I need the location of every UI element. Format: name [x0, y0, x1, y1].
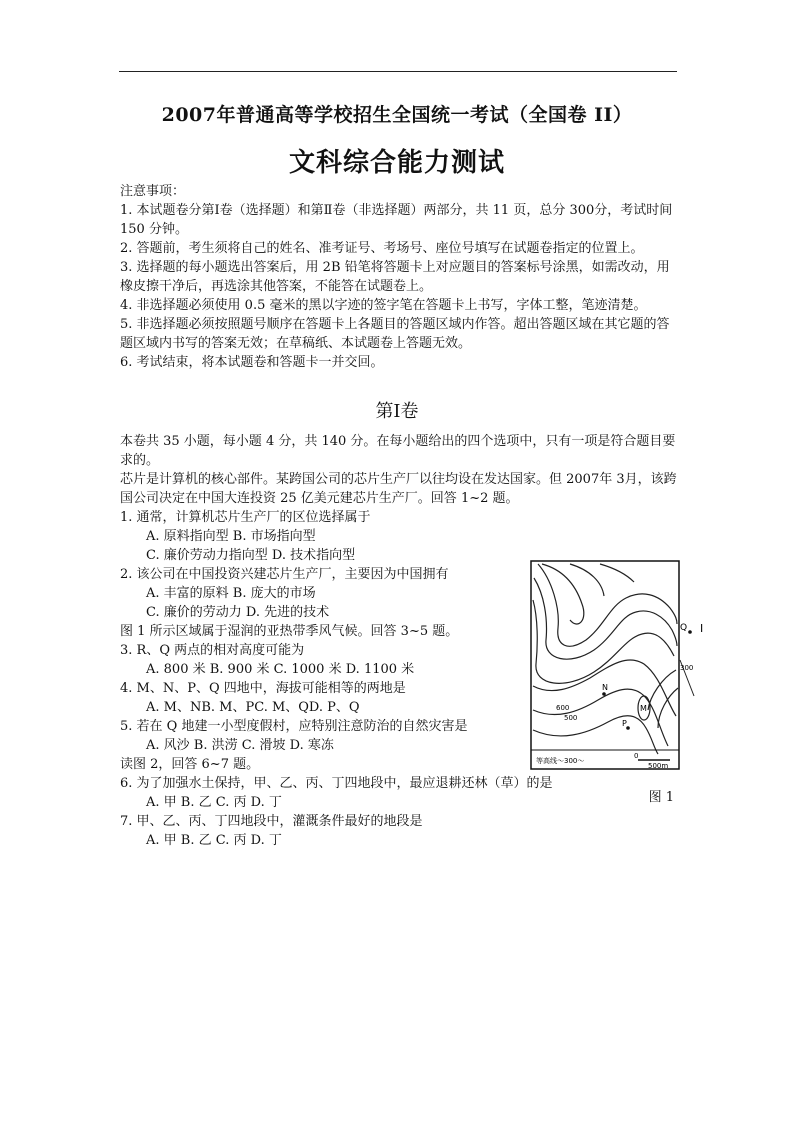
- question-3: 3. R、Q 两点的相对高度可能为: [120, 643, 305, 658]
- section-heading: 第Ⅰ卷: [375, 401, 419, 422]
- question-7-options: A. 甲 B. 乙 C. 丙 D. 丁: [146, 833, 282, 848]
- label-r: I: [700, 622, 704, 635]
- note-item-2: 2. 答题前，考生须将自己的姓名、准考证号、考场号、座位号填写在试题卷指定的位置上。: [120, 241, 644, 256]
- question-7: 7. 甲、乙、丙、丁四地段中，灌溉条件最好的地段是: [120, 814, 423, 829]
- contour-map-figure: [530, 560, 704, 770]
- label-p: P: [622, 719, 627, 728]
- question-2-options-a: A. 丰富的原料 B. 庞大的市场: [146, 586, 316, 601]
- question-6-options: A. 甲 B. 乙 C. 丙 D. 丁: [146, 795, 282, 810]
- question-5: 5. 若在 Q 地建一小型度假村，应特别注意防治的自然灾害是: [120, 719, 468, 734]
- question-6: 6. 为了加强水土保持，甲、乙、丙、丁四地段中，最应退耕还林（草）的是: [120, 776, 553, 791]
- question-4: 4. M、N、P、Q 四地中，海拔可能相等的两地是: [120, 681, 406, 696]
- question-1-options-b: C. 廉价劳动力指向型 D. 技术指向型: [146, 548, 356, 563]
- scale-zero: 0: [634, 752, 639, 760]
- note-item-4: 4. 非选择题必须使用 0.5 毫米的黑以字迹的签字笔在答题卡上书写，字体工整，笔迹清楚。: [120, 298, 647, 313]
- label-contour-500: 500: [564, 714, 578, 722]
- section1-intro: 本卷共 35 小题，每小题 4 分，共 140 分。在每小题给出的四个选项中，只有一项是符合题目要求的。: [120, 434, 676, 468]
- label-q: Q: [680, 623, 688, 633]
- question-5-options: A. 风沙 B. 洪涝 C. 滑坡 D. 寒冻: [146, 738, 334, 753]
- figure1-intro: 图 1 所示区域属于湿润的亚热带季风气候。回答 3~5 题。: [120, 624, 459, 639]
- figure1-caption: 图 1: [648, 790, 674, 805]
- notes-section: [120, 182, 680, 372]
- note-item-1: 1. 本试题卷分第Ⅰ卷（选择题）和第Ⅱ卷（非选择题）两部分，共 11 页，总分 300分，考试时间 150 分钟。: [120, 203, 673, 237]
- chip-passage: 芯片是计算机的核心部件。某跨国公司的芯片生产厂以往均设在发达国家。但 2007年 3月，该跨国公司决定在中国大连投资 25 亿美元建芯片生产厂。回答 1~2 题。: [120, 472, 677, 506]
- question-1: 1. 通常，计算机芯片生产厂的区位选择属于: [120, 510, 371, 525]
- note-item-5: 5. 非选择题必须按照题号顺序在答题卡上各题目的答题区域内作答。超出答题区域在其它题的答题区域内书写的答案无效；在草稿纸、本试题卷上答题无效。: [120, 317, 670, 351]
- question-4-options: A. M、NB. M、PC. M、QD. P、Q: [146, 700, 360, 715]
- question-2: 2. 该公司在中国投资兴建芯片生产厂，主要因为中国拥有: [120, 567, 449, 582]
- question-1-options-a: A. 原料指向型 B. 市场指向型: [146, 529, 316, 544]
- label-m: M: [640, 704, 647, 713]
- label-n: N: [602, 683, 608, 692]
- question-3-options: A. 800 米 B. 900 米 C. 1000 米 D. 1100 米: [146, 662, 415, 677]
- scale-end: 500m: [648, 762, 669, 770]
- point-q-marker: [688, 630, 692, 634]
- notes-heading: 注意事项：: [120, 184, 186, 199]
- question-2-options-b: C. 廉价的劳动力 D. 先进的技术: [146, 605, 330, 620]
- legend-contour: 等高线～300～: [536, 757, 585, 765]
- label-contour-600: 600: [556, 704, 570, 712]
- note-item-6: 6. 考试结束，将本试题卷和答题卡一并交回。: [120, 355, 384, 370]
- header-rule: [119, 71, 677, 72]
- note-item-3: 3. 选择题的每小题选出答案后，用 2B 铅笔将答题卡上对应题目的答案标号涂黑，如需改动，用橡皮擦干净后，再选涂其他答案，不能答在试题卷上。: [120, 260, 670, 294]
- figure2-intro: 读图 2，回答 6~7 题。: [120, 757, 260, 772]
- point-n-marker: [602, 692, 606, 696]
- exam-subtitle: 文科综合能力测试: [288, 148, 505, 178]
- exam-title: 2007年普通高等学校招生全国统一考试（全国卷 II）: [161, 104, 633, 126]
- label-contour-300: 300: [680, 664, 694, 672]
